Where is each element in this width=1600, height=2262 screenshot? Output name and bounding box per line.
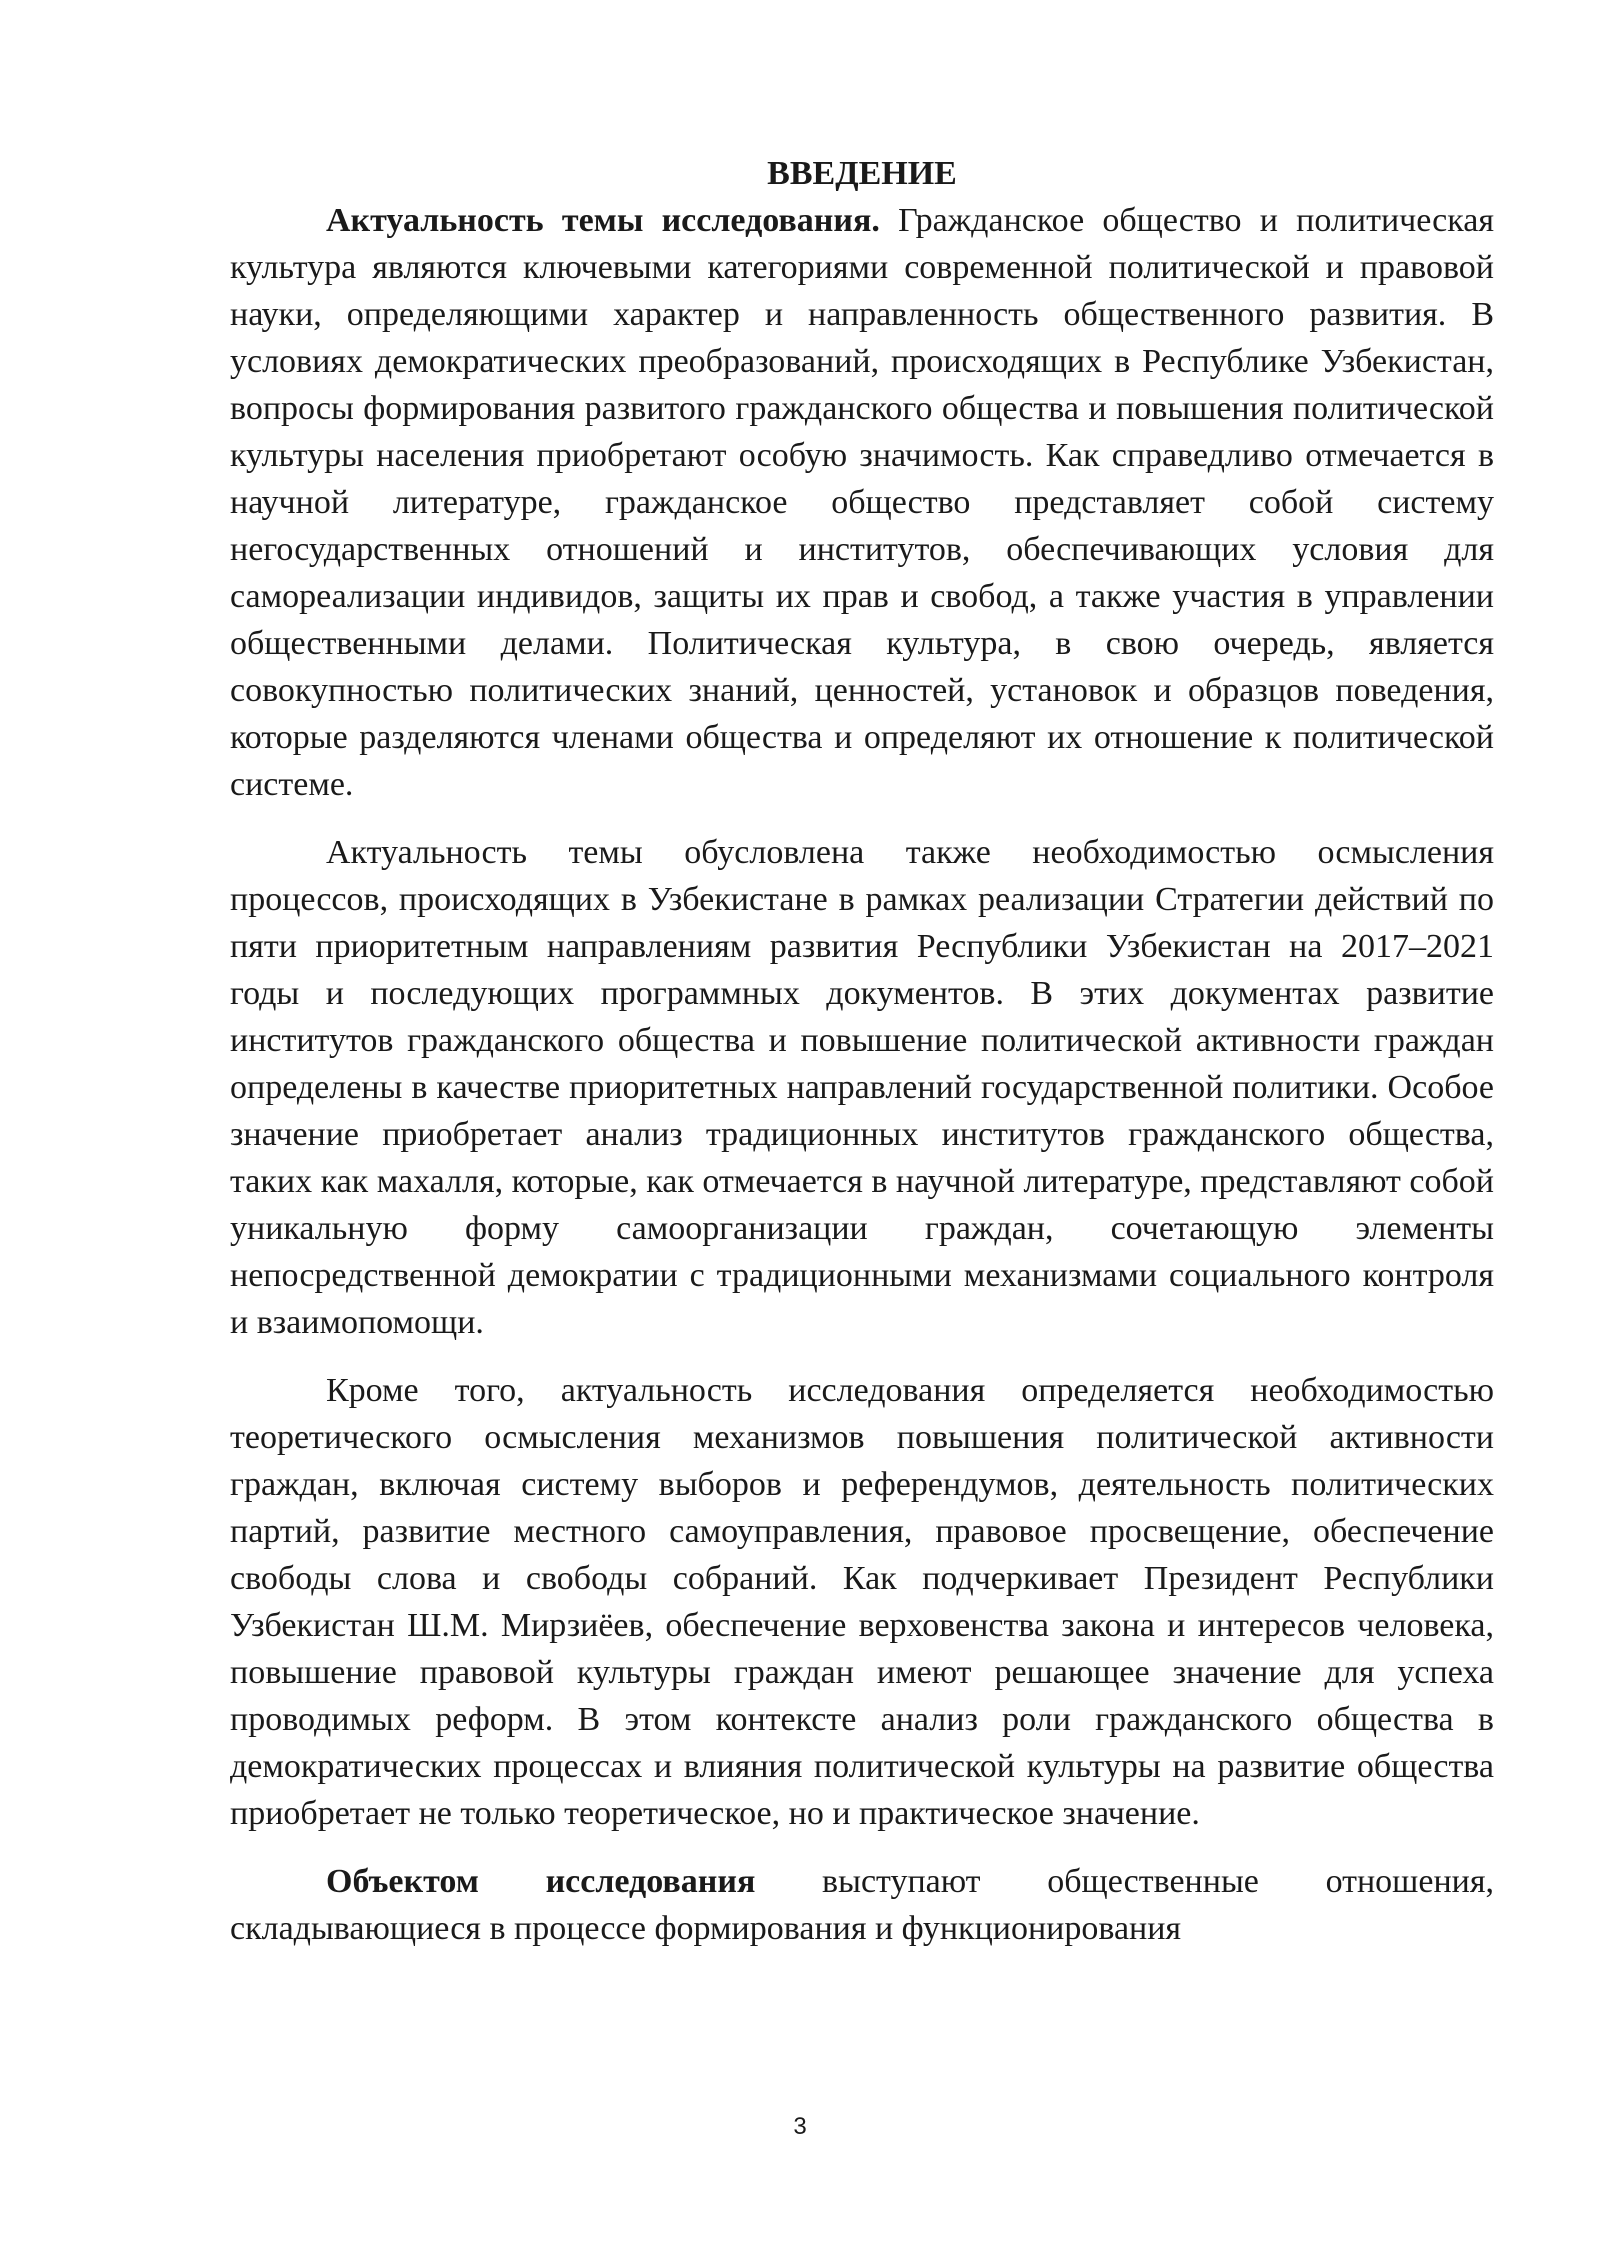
paragraph-lead-object: Объектом исследования <box>326 1863 756 1900</box>
paragraph-strategy <box>230 829 1494 1346</box>
page-content <box>230 150 1494 1952</box>
paragraph-mechanisms <box>230 1367 1494 1837</box>
paragraph-text-strategy: Актуальность темы обусловлена также необходимостью осмысления процессов, происходящих в Узбекистане в рамках реализации Стратегии действий по пяти приоритетным направлениям развития Республики Узбекистан на 2017–2021 годы и последующих программных документов. В этих документах развитие институтов гражданского общества и повышение политической активности граждан определены в качестве приоритетных направлений государственной политики. Особое значение приобретает анализ традиционных институтов гражданского общества, таких как махалля, которые, как отмечается в научной литературе, представляют собой уникальную форму самоорганизации граждан, сочетающую элементы непосредственной демократии с традиционными механизмами социального контроля и взаимопомощи. <box>230 834 1494 1341</box>
paragraph-object <box>230 1858 1494 1952</box>
paragraph-lead-relevance: Актуальность темы исследования. <box>326 202 880 239</box>
section-heading: ВВЕДЕНИЕ <box>767 155 957 192</box>
page-number: 3 <box>793 2113 807 2140</box>
paragraph-text-object: выступают общественные отношения, складывающиеся в процессе формирования и функционирования <box>230 1863 1494 1947</box>
paragraph-text-mechanisms: Кроме того, актуальность исследования определяется необходимостью теоретического осмысления механизмов повышения политической активности граждан, включая систему выборов и референдумов, деятельность политических партий, развитие местного самоуправления, правовое просвещение, обеспечение свободы слова и свободы собраний. Как подчеркивает Президент Республики Узбекистан Ш.М. Мирзиёев, обеспечение верховенства закона и интересов человека, повышение правовой культуры граждан имеют решающее значение для успеха проводимых реформ. В этом контексте анализ роли гражданского общества в демократических процессах и влияния политической культуры на развитие общества приобретает не только теоретическое, но и практическое значение. <box>230 1372 1494 1832</box>
paragraph-text-relevance: Гражданское общество и политическая культура являются ключевыми категориями современной политической и правовой науки, определяющими характер и направленность общественного развития. В условиях демократических преобразований, происходящих в Республике Узбекистан, вопросы формирования развитого гражданского общества и повышения политической культуры населения приобретают особую значимость. Как справедливо отмечается в научной литературе, гражданское общество представляет собой систему негосударственных отношений и институтов, обеспечивающих условия для самореализации индивидов, защиты их прав и свобод, а также участия в управлении общественными делами. Политическая культура, в свою очередь, является совокупностью политических знаний, ценностей, установок и образцов поведения, которые разделяются членами общества и определяют их отношение к политической системе. <box>230 202 1495 803</box>
paragraph-relevance <box>230 197 1494 808</box>
